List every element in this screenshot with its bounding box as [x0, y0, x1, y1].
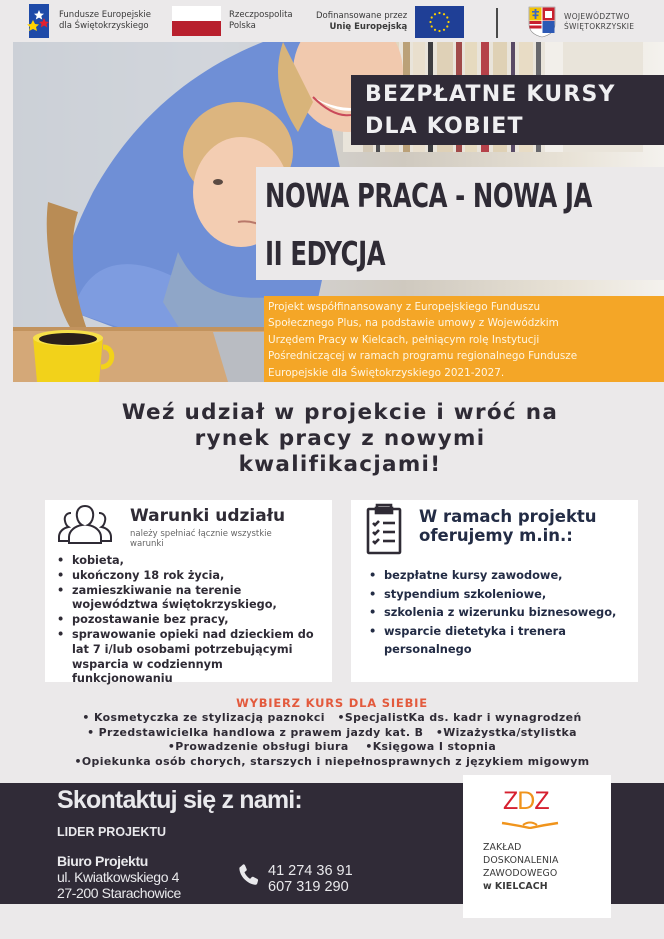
list-item: • pozostawanie bez pracy, — [55, 613, 327, 628]
region-logo-line1: WOJEWÓDZTWO — [564, 12, 630, 21]
list-item: • szkolenia z wizerunku biznesowego, — [367, 603, 629, 622]
logo-strip — [0, 0, 664, 42]
conditions-subtitle — [130, 529, 272, 549]
open-book-icon — [501, 819, 559, 829]
project-title-banner — [256, 167, 664, 280]
funding-note-line: Społecznego Plus, na podstawie umowy z Wojewódzkim — [268, 317, 559, 330]
list-item: • stypendium szkoleniowe, — [367, 585, 629, 604]
funding-note-line: Projekt współfinansowany z Europejskiego Funduszu — [268, 301, 541, 313]
fe-logo-line1: Fundusze Europejskie — [59, 10, 151, 20]
eu-logo-line2: Unię Europejską — [329, 22, 408, 32]
banner-dark-line2: DLA KOBIET — [365, 114, 524, 139]
people-group-icon — [55, 503, 115, 545]
zdz-name-line: ZAWODOWEGO — [483, 868, 558, 879]
zdz-prefix: w — [483, 881, 492, 892]
eu-logo-line1: Dofinansowane przez — [316, 11, 408, 21]
zdz-kielce-logo — [463, 775, 611, 918]
rp-logo-line1: Rzeczpospolita — [229, 10, 293, 20]
list-item: • bezpłatne kursy zawodowe, — [367, 566, 629, 585]
phone-numbers — [268, 863, 353, 895]
logo-divider — [496, 8, 498, 38]
zdz-name — [483, 841, 559, 893]
courses-line: • Kosmetyczka ze stylizacją paznokci •SpecjalistKa ds. kadr i wynagrodzeń — [82, 711, 582, 724]
zdz-name-line — [483, 880, 559, 893]
fundusze-europejskie-logo — [27, 4, 151, 38]
project-leader-label: LIDER PROJEKTU — [57, 825, 167, 839]
zdz-letter: Z — [503, 787, 518, 815]
courses-line: •Opiekunka osób chorych, starszych i niepełnosprawnych z językiem migowym — [74, 754, 590, 768]
tagline-line1: Weź udział w projekcie i wróć na — [121, 400, 559, 425]
offer-title-line1: W ramach projektu — [419, 507, 597, 526]
funding-note-banner — [264, 296, 664, 382]
region-logo-line2: ŚWIĘTOKRZYSKIE — [564, 22, 635, 31]
list-item: • zamieszkiwanie na terenie województwa świętokrzyskiego, — [55, 584, 327, 614]
courses-line: •Prowadzenie obsługi biura •Księgowa I stopnia — [167, 740, 497, 753]
funding-note-line: Urzędem Pracy w Kielcach, pełniącym rolę Instytucji — [268, 333, 540, 346]
swietokrzyskie-crest-icon — [528, 6, 556, 38]
project-offer-card — [351, 500, 638, 682]
offer-list — [367, 566, 629, 659]
zdz-letter: Z — [534, 787, 549, 815]
office-address — [57, 853, 181, 901]
rp-logo-line2: Polska — [229, 21, 256, 31]
project-title: NOWA PRACA - NOWA JA — [265, 176, 592, 215]
conditions-subtitle-line1: należy spełniać łącznie wszystkie — [130, 529, 272, 539]
eu-funding-logo — [316, 6, 464, 38]
conditions-list — [55, 554, 327, 687]
contact-heading: Skontaktuj się z nami: — [57, 786, 302, 814]
participation-conditions-card — [45, 500, 332, 686]
clipboard-checklist-icon — [365, 503, 403, 555]
rzeczpospolita-polska-logo — [172, 6, 293, 36]
funding-note-line: Europejskie dla Świętokrzyskiego 2021-2027. — [268, 366, 505, 379]
eu-flag-icon — [415, 6, 464, 38]
phone-number-landline[interactable]: 41 274 36 91 — [268, 863, 353, 879]
offer-title-line2: oferujemy m.in.: — [419, 526, 573, 545]
courses-line: • Przedstawicielka handlowa z prawem jazdy kat. B •Wizażystka/stylistka — [87, 725, 577, 739]
offer-title — [419, 507, 597, 545]
tagline-line3: kwalifikacjami! — [238, 452, 442, 477]
free-courses-banner — [351, 75, 664, 145]
polish-flag-icon — [172, 6, 221, 36]
funding-note-line: Pośredniczącej w ramach programu regionalnego Fundusze — [268, 350, 578, 363]
zdz-name-line: DOSKONALENIA — [483, 855, 559, 866]
phone-number-mobile[interactable]: 607 319 290 — [268, 879, 349, 895]
office-street: ul. Kwiatkowskiego 4 — [57, 869, 179, 885]
conditions-subtitle-line2: warunki — [130, 539, 164, 549]
office-city: 27-200 Starachowice — [57, 885, 181, 901]
list-item: • wsparcie dietetyka i trenera personalnego — [367, 622, 629, 659]
zdz-city: KIELCACH — [494, 881, 548, 892]
fundusze-europejskie-mark-icon — [27, 4, 51, 38]
zdz-letter: D — [517, 787, 535, 815]
courses-title: WYBIERZ KURS DLA SIEBIE — [236, 696, 428, 710]
hero-photo — [13, 42, 664, 382]
phone-icon — [236, 862, 262, 888]
conditions-title: Warunki udziału — [130, 506, 286, 526]
list-item: • kobieta, — [55, 554, 327, 569]
call-to-action-heading — [40, 400, 640, 478]
fe-logo-line2: dla Świętokrzyskiego — [59, 21, 149, 31]
list-item: • ukończony 18 rok życia, — [55, 569, 327, 584]
office-name: Biuro Projektu — [57, 853, 148, 869]
project-edition: II EDYCJA — [265, 234, 386, 273]
zdz-name-line: ZAKŁAD — [483, 842, 522, 853]
banner-dark-line1: BEZPŁATNE KURSY — [365, 82, 616, 107]
list-item: • sprawowanie opieki nad dzieckiem do lat 7 i/lub osobami potrzebującymi wsparcia w codziennym funkcjonowaniu — [55, 628, 327, 687]
courses-section — [20, 696, 644, 769]
wojewodztwo-swietokrzyskie-logo — [528, 6, 634, 38]
zdz-mark — [503, 787, 549, 816]
tagline-line2: rynek pracy z nowymi — [194, 426, 486, 451]
